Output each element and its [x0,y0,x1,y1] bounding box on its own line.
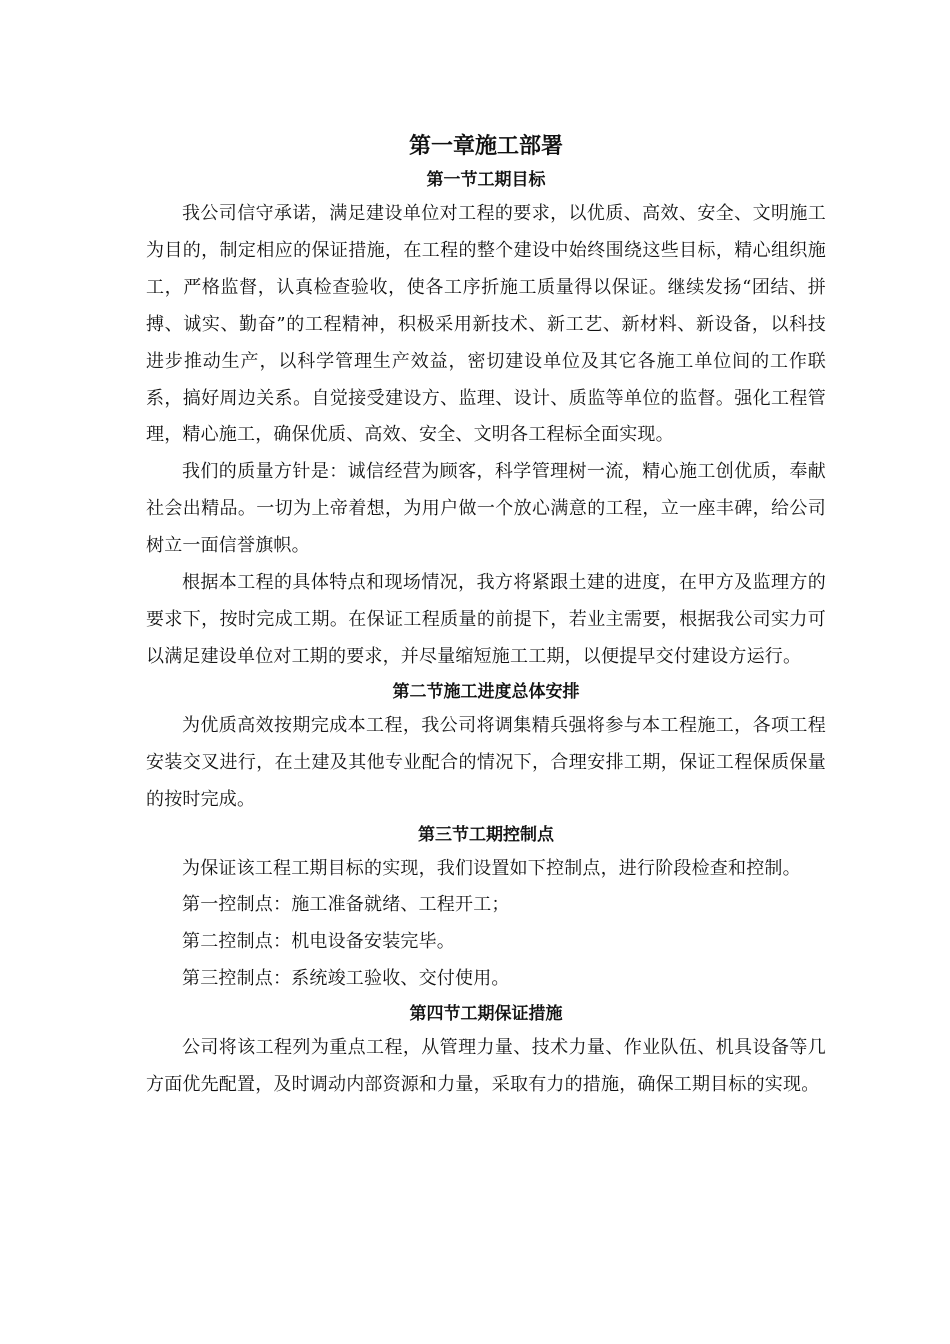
paragraph: 我们的质量方针是：诚信经营为顾客，科学管理树一流，精心施工创优质，奉献社会出精品。一切为上帝着想，为用户做一个放心满意的工程，立一座丰碑，给公司树立一面信誉旗帜。 [146,461,826,557]
paragraph: 根据本工程的具体特点和现场情况，我方将紧跟土建的进度，在甲方及监理方的要求下，按时完成工期。在保证工程质量的前提下，若业主需要，根据我公司实力可以满足建设单位对工期的要求，并尽量缩短施工工期，以便提早交付建设方运行。 [146,572,826,667]
section-title: 第四节工期保证措施 [409,1004,563,1025]
paragraph: 公司将该工程列为重点工程，从管理力量、技术力量、作业队伍、机具设备等几方面优先配置，及时调动内部资源和力量，采取有力的措施，确保工期目标的实现。 [146,1037,826,1096]
document-body [146,128,826,1104]
control-point-item: 第三控制点：系统竣工验收、交付使用。 [182,968,510,990]
section-title: 第二节施工进度总体安排 [392,681,580,702]
control-point-item: 第二控制点：机电设备安装完毕。 [182,931,455,953]
chapter-title: 第一章施工部署 [408,133,563,159]
paragraph: 为保证该工程工期目标的实现，我们设置如下控制点，进行阶段检查和控制。 [182,857,801,879]
section-title: 第一节工期目标 [426,170,546,190]
control-point-item: 第一控制点：施工准备就绪、工程开工； [182,894,510,916]
paragraph: 我公司信守承诺，满足建设单位对工程的要求，以优质、高效、安全、文明施工为目的，制定相应的保证措施，在工程的整个建设中始终围绕这些目标，精心组织施工，严格监督，认真检查验收，使各工序折施工质量得以保证。继续发扬“团结、拼搏、诚实、勤奋”的工程精神，积极采用新技术、新工艺、新材料、新设备，以科技进步推动生产，以科学管理生产效益，密切建设单位及其它各施工单位间的工作联系，搞好周边关系。自觉接受建设方、监理、设计、质监等单位的监督。强化工程管理，精心施工，确保优质、高效、安全、文明各工程标全面实现。 [146,203,826,446]
section-title: 第三节工期控制点 [418,824,554,845]
paragraph: 为优质高效按期完成本工程，我公司将调集精兵强将参与本工程施工，各项工程安装交叉进行，在土建及其他专业配合的情况下，合理安排工期，保证工程保质保量的按时完成。 [146,714,826,810]
